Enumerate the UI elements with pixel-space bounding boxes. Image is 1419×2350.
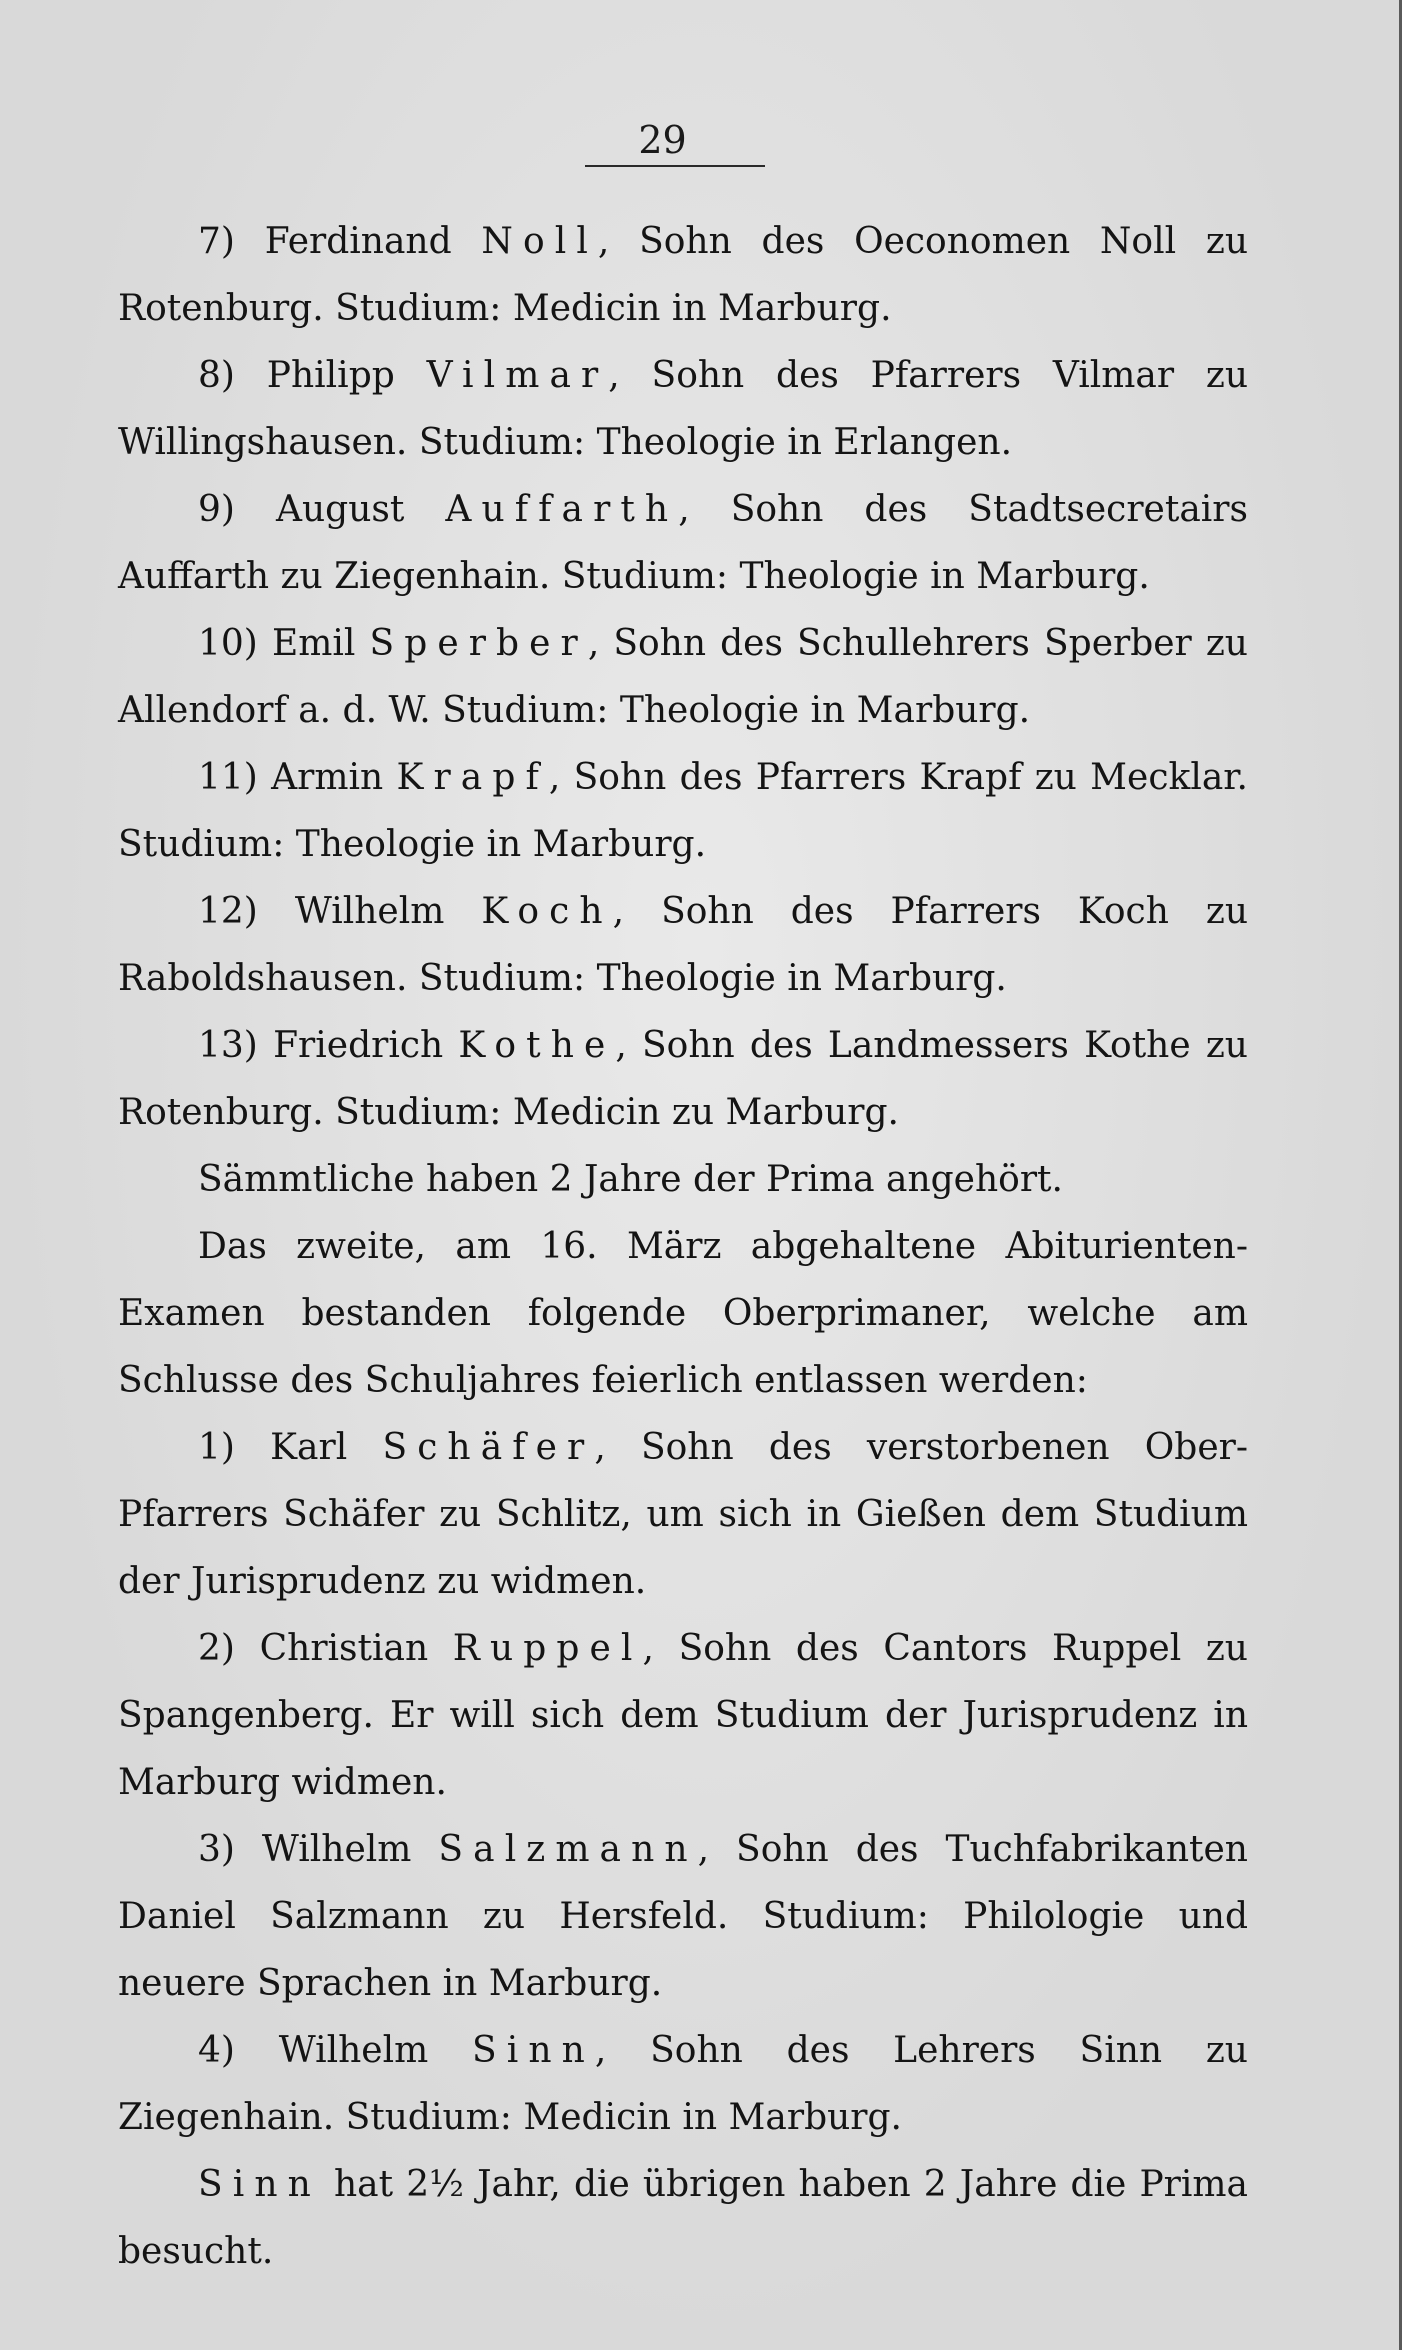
given-name: Armin [271, 757, 384, 798]
entry-paragraph: 7) Ferdinand Noll, Sohn des Oeconomen Noll zu Rotenburg. Studium: Medicin in Marburg. [118, 221, 1248, 329]
given-name: Karl [270, 1427, 348, 1468]
entry-text: Sohn des Pfarrers Koch zu Raboldshausen. Studium: Theologie in Marburg. [118, 891, 1249, 999]
paragraph-text: Das zweite, am 16. März abgehaltene Abiturienten-Examen bestanden folgende Oberprimaner, welche am Schlusse des Schuljahres feierlich entlassen werden: [118, 1226, 1248, 1401]
entry-text: Sohn des Cantors Ruppel zu Spangenberg. Er will sich dem Studium der Jurisprudenz in Marburg widmen. [118, 1628, 1248, 1803]
surname: Sinn [198, 2164, 321, 2205]
entry-number: 4) [198, 2030, 235, 2071]
surname: Kothe [458, 1025, 616, 1066]
header-rule [585, 165, 765, 167]
closing-paragraph [118, 2151, 1248, 2285]
surname: Sinn [472, 2030, 595, 2071]
entry-number: 11) [198, 757, 258, 798]
surname: Krapf [396, 757, 549, 798]
given-name: Ferdinand [264, 221, 452, 262]
entry-paragraph: 9) August Auffarth, Sohn des Stadtsecretairs Auffarth zu Ziegenhain. Studium: Theologie in Marburg. [118, 489, 1248, 597]
intro-paragraph [118, 1213, 1248, 1414]
surname: Auffarth [445, 489, 679, 530]
entry-text: Sohn des Lehrers Sinn zu Ziegenhain. Studium: Medicin in Marburg. [118, 2030, 1248, 2138]
surname: Ruppel [452, 1628, 643, 1669]
surname: Salzmann [438, 1829, 698, 1870]
entry-number: 13) [198, 1025, 258, 1066]
entry-number: 10) [198, 623, 258, 664]
entry-paragraph: 11) Armin Krapf, Sohn des Pfarrers Krapf zu Mecklar. Studium: Theologie in Marburg. [118, 757, 1248, 865]
page-number: 29 [638, 118, 687, 162]
entry-paragraph: 8) Philipp Vilmar, Sohn des Pfarrers Vilmar zu Willingshausen. Studium: Theologie in Erlangen. [118, 355, 1248, 463]
page-edge [1399, 0, 1402, 2350]
entry-paragraph: 10) Emil Sperber, Sohn des Schullehrers Sperber zu Allendorf a. d. W. Studium: Theologie in Marburg. [118, 623, 1248, 731]
entry-number: 2) [198, 1628, 235, 1669]
given-name: Emil [271, 623, 356, 664]
entry-text: Sohn des Pfarrers Vilmar zu Willingshausen. Studium: Theologie in Erlangen. [118, 355, 1248, 463]
entry-number: 8) [198, 355, 235, 396]
given-name: Wilhelm [261, 1829, 412, 1870]
entry-text: Sohn des Landmessers Kothe zu Rotenburg. Studium: Medicin zu Marburg. [118, 1025, 1248, 1133]
entry-text: Sohn des Tuchfabrikanten Daniel Salzmann zu Hersfeld. Studium: Philologie und neuere Sprachen in Marburg. [118, 1829, 1248, 2004]
entry-number: 3) [198, 1829, 235, 1870]
entry-number: 9) [198, 489, 235, 530]
entry-number: 12) [198, 891, 258, 932]
surname: Schäfer [382, 1427, 595, 1468]
given-name: Friedrich [273, 1025, 444, 1066]
entry-text: Sohn des Pfarrers Krapf zu Mecklar. Studium: Theologie in Marburg. [118, 757, 1248, 865]
entry-text: Sohn des Oeconomen Noll zu Rotenburg. Studium: Medicin in Marburg. [118, 221, 1248, 329]
entry-text: Sohn des Schullehrers Sperber zu Allendorf a. d. W. Studium: Theologie in Marburg. [118, 623, 1248, 731]
entry-text: Sohn des Stadtsecretairs Auffarth zu Ziegenhain. Studium: Theologie in Marburg. [118, 489, 1248, 597]
entry-text: Sohn des verstorbenen Ober-Pfarrers Schäfer zu Schlitz, um sich in Gießen dem Studium der Jurisprudenz zu widmen. [118, 1427, 1249, 1602]
surname: Vilmar [426, 355, 609, 396]
entry-paragraph: 1) Karl Schäfer, Sohn des verstorbenen Ober-Pfarrers Schäfer zu Schlitz, um sich in Gießen dem Studium der Jurisprudenz zu widmen. [118, 1427, 1249, 1602]
surname: Sperber [369, 623, 588, 664]
entry-paragraph: 12) Wilhelm Koch, Sohn des Pfarrers Koch zu Raboldshausen. Studium: Theologie in Marburg. [118, 891, 1249, 999]
given-name: Philipp [266, 355, 395, 396]
summary-paragraph [118, 1146, 1248, 1213]
paragraph-text: Sämmtliche haben 2 Jahre der Prima angehört. [198, 1159, 1063, 1200]
given-name: Wilhelm [294, 891, 445, 932]
given-name: Wilhelm [278, 2030, 429, 2071]
surname: Noll [481, 221, 598, 262]
given-name: August [276, 489, 405, 530]
entry-paragraph: 4) Wilhelm Sinn, Sohn des Lehrers Sinn zu Ziegenhain. Studium: Medicin in Marburg. [118, 2030, 1248, 2138]
given-name: Christian [259, 1628, 429, 1669]
entry-paragraph: 3) Wilhelm Salzmann, Sohn des Tuchfabrikanten Daniel Salzmann zu Hersfeld. Studium: Philologie und neuere Sprachen in Marburg. [118, 1829, 1248, 2004]
entry-number: 1) [198, 1427, 235, 1468]
paragraph-text: hat 2½ Jahr, die übrigen haben 2 Jahre die Prima besucht. [118, 2164, 1248, 2272]
surname: Koch [481, 891, 613, 932]
page-body [118, 208, 1248, 2285]
entry-paragraph: 13) Friedrich Kothe, Sohn des Landmessers Kothe zu Rotenburg. Studium: Medicin zu Marburg. [118, 1025, 1248, 1133]
entry-number: 7) [198, 221, 235, 262]
entry-paragraph: 2) Christian Ruppel, Sohn des Cantors Ruppel zu Spangenberg. Er will sich dem Studium der Jurisprudenz in Marburg widmen. [118, 1628, 1248, 1803]
